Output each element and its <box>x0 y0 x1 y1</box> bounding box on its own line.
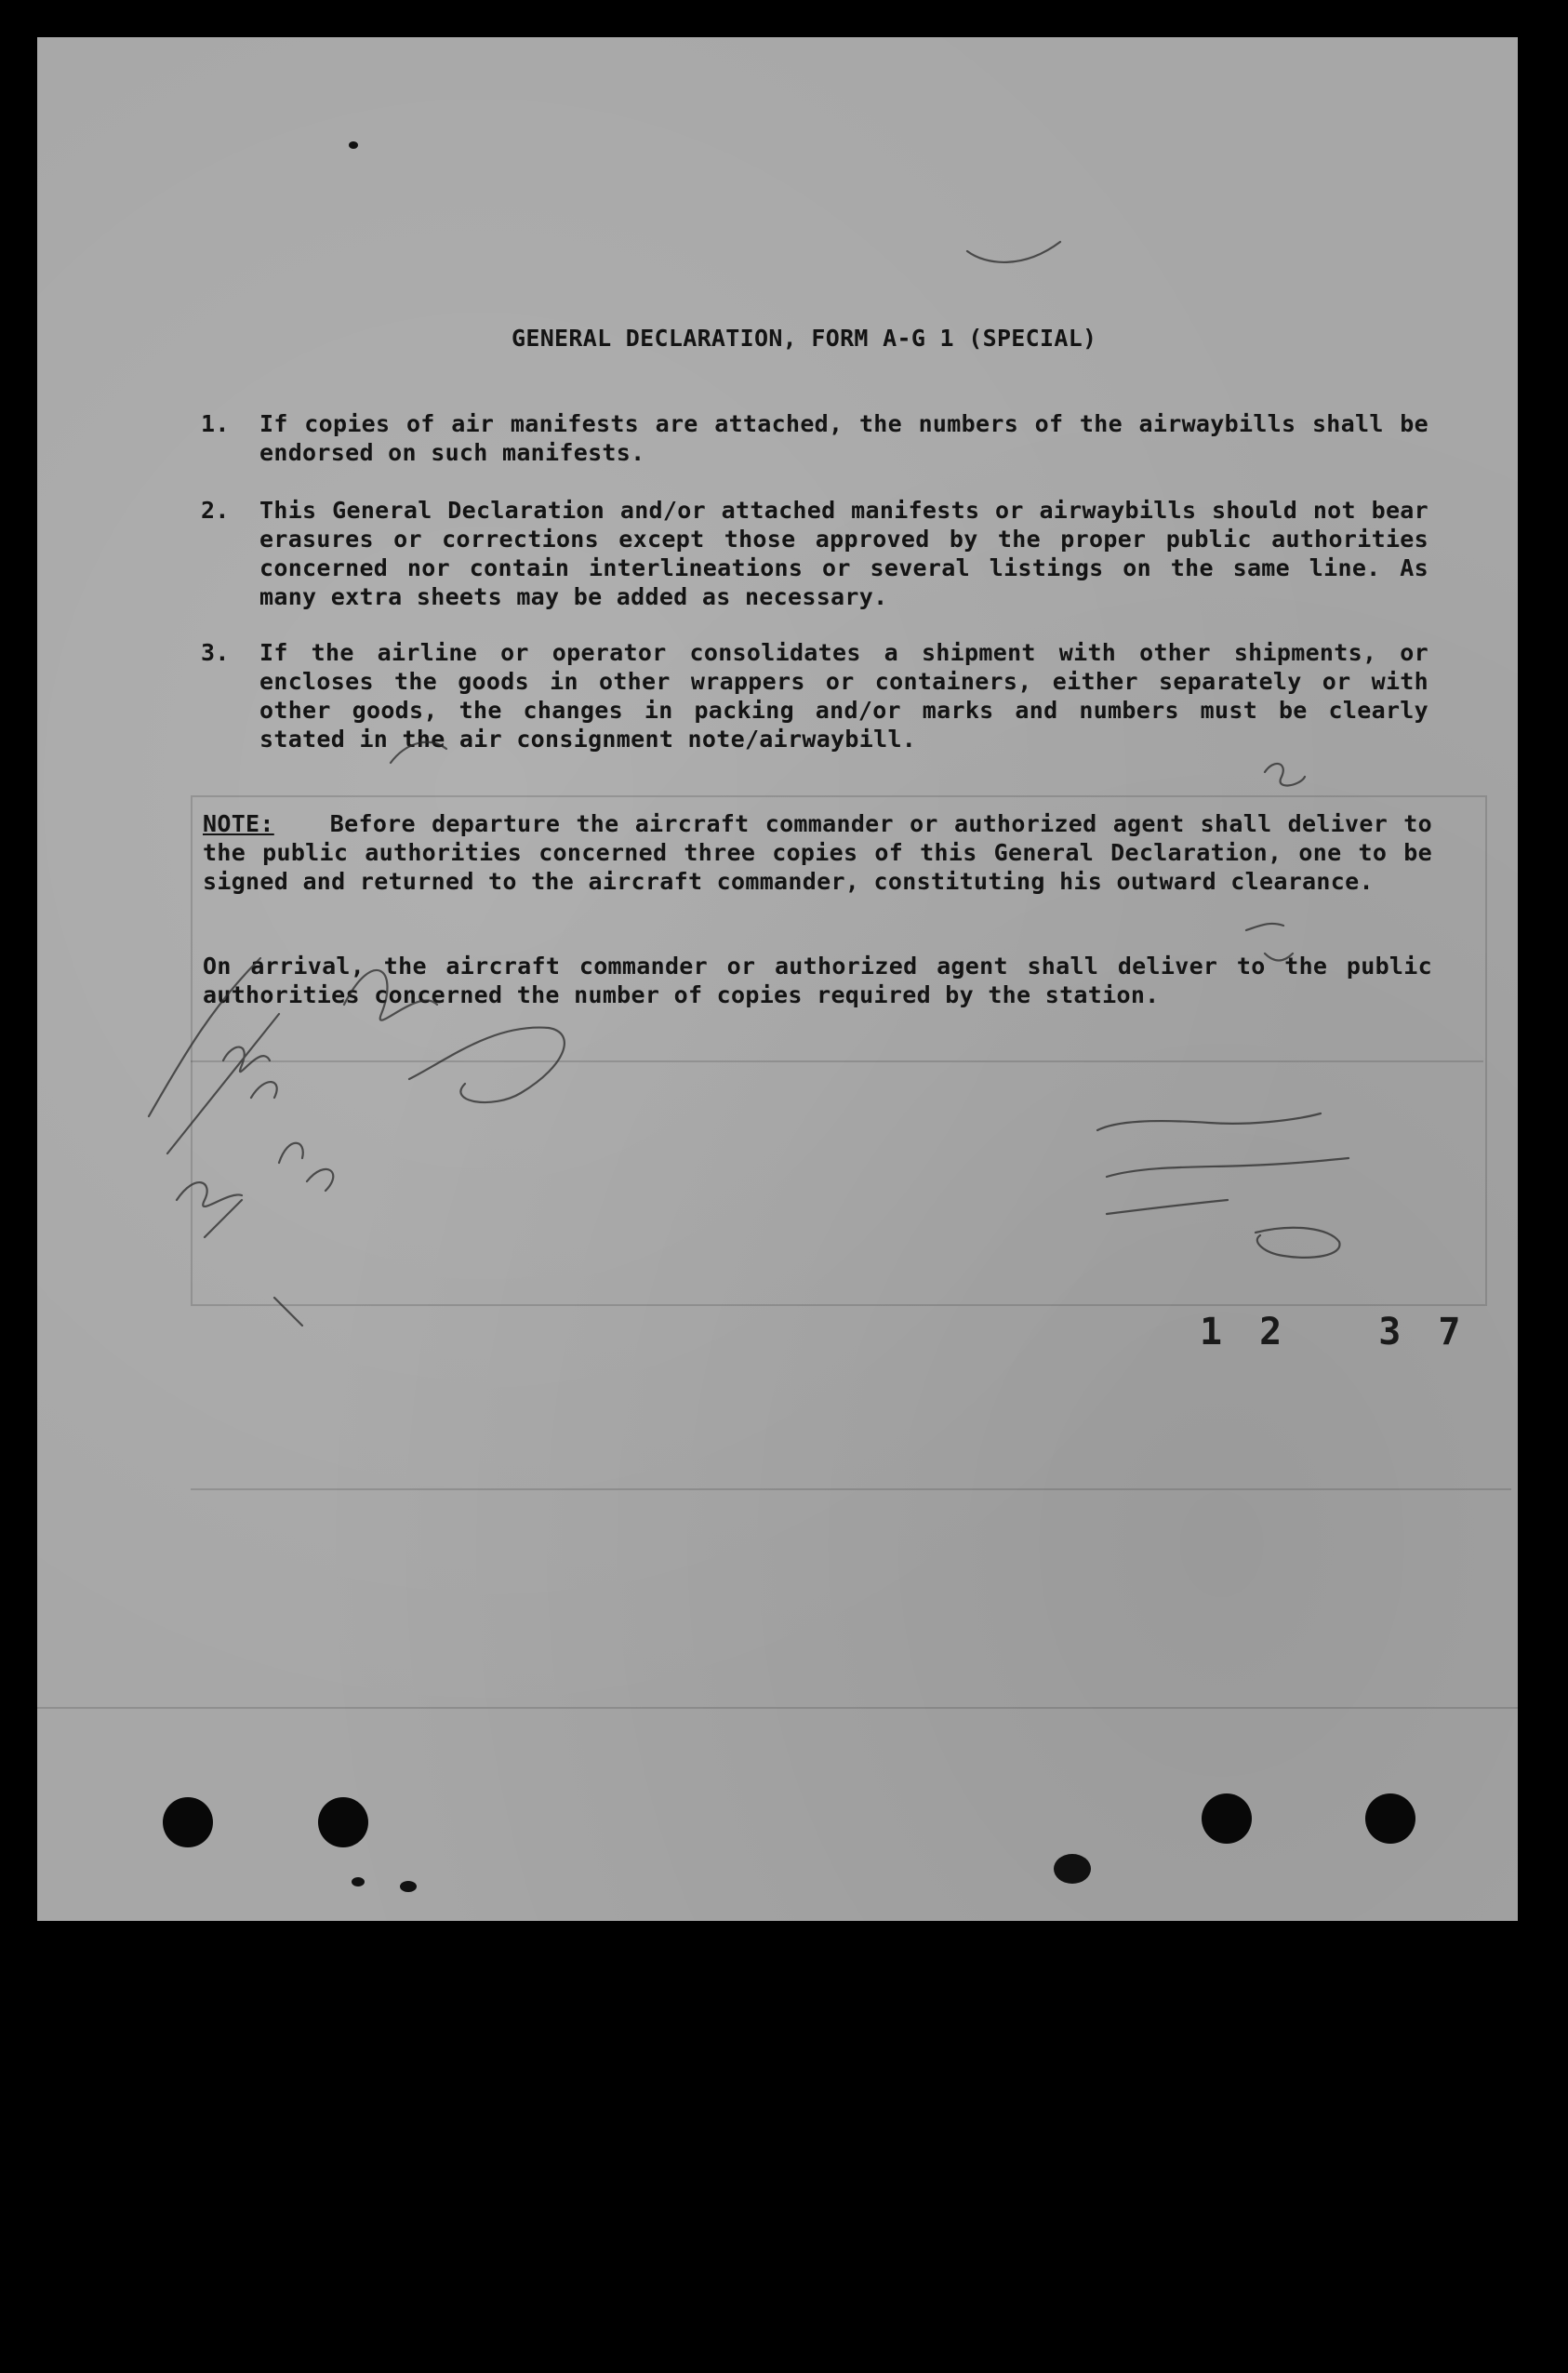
arrival-paragraph: On arrival, the aircraft commander or authorized agent shall deliver to the public authorities concerned the number of copies required by the station. <box>203 953 1432 1008</box>
item-number: 2. <box>201 497 230 524</box>
punch-hole <box>163 1797 213 1847</box>
bleed-through-rule <box>191 1488 1511 1490</box>
ink-blot <box>349 141 358 149</box>
document-title: GENERAL DECLARATION, FORM A-G 1 (SPECIAL) <box>512 325 1097 352</box>
ink-blot <box>400 1881 417 1892</box>
ink-blot <box>1054 1854 1091 1884</box>
note-label: NOTE: <box>203 810 274 837</box>
punch-hole <box>1202 1793 1252 1844</box>
stamp-number <box>1200 1311 1497 1353</box>
instruction-item-3 <box>201 638 1428 753</box>
svg-text:12 37: 12 37 <box>1200 1311 1498 1353</box>
item-number: 1. <box>201 410 230 437</box>
bleed-through-rule <box>191 1060 1483 1062</box>
instruction-item-2 <box>201 496 1428 611</box>
punch-hole <box>1365 1793 1415 1844</box>
instruction-item-1 <box>201 409 1428 467</box>
item-text: This General Declaration and/or attached manifests or airwaybills should not bear erasures or corrections except those approved by the proper public authorities concerned nor contain interlineations or several listings on the same line. As many extra sheets may be added as necessary. <box>259 497 1428 610</box>
item-number: 3. <box>201 639 230 666</box>
document-page <box>37 37 1518 1921</box>
punch-hole <box>318 1797 368 1847</box>
item-text: If the airline or operator consolidates a shipment with other shipments, or encloses the goods in other wrappers or containers, either separately or with other goods, the changes in packing and/or marks and numbers must be clearly stated in the air consignment note/airwaybill. <box>259 639 1428 753</box>
note-paragraph <box>203 809 1432 896</box>
item-text: If copies of air manifests are attached, the numbers of the airwaybills shall be endorsed on such manifests. <box>259 410 1428 466</box>
note-text: Before departure the aircraft commander or authorized agent shall deliver to the public authorities concerned three copies of this General Declaration, one to be signed and returned to the aircraft commander, constituting his outward clearance. <box>203 810 1432 895</box>
bleed-through-rule <box>37 1707 1518 1709</box>
ink-blot <box>352 1877 365 1886</box>
